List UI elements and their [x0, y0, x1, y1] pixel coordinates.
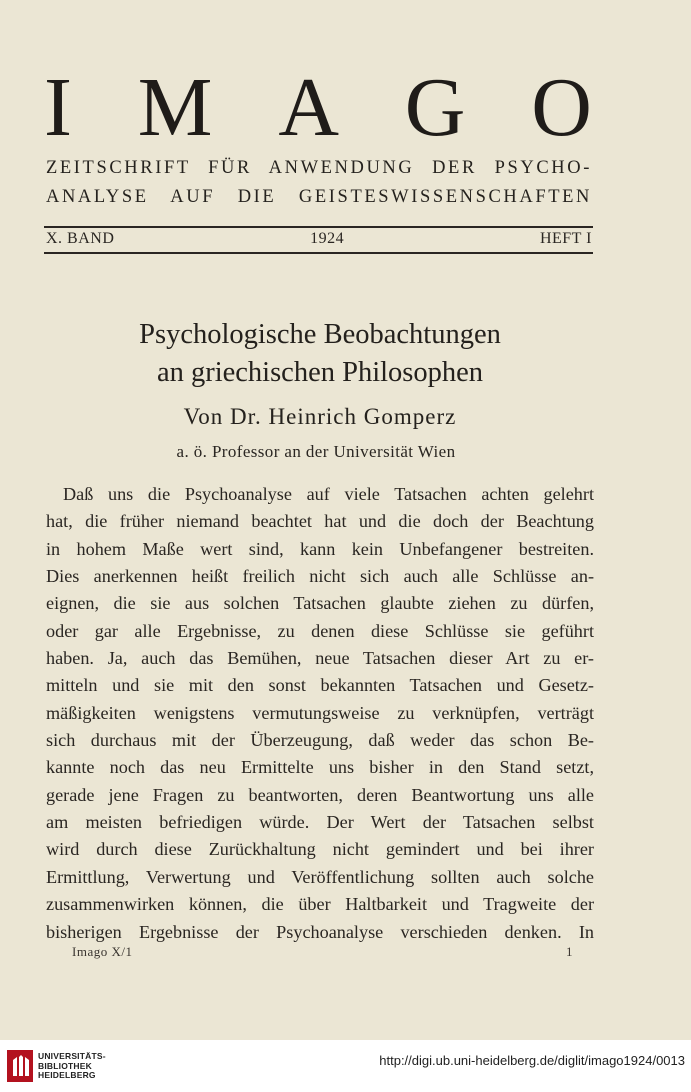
body-line: bisherigen Ergebnisse der Psychoanalyse verschieden denken. In [46, 921, 594, 942]
library-logo-icon[interactable] [6, 1049, 34, 1083]
header-rule-bottom [44, 252, 593, 254]
journal-subtitle-line-1: ZEITSCHRIFT FÜR ANWENDUNG DER PSYCHO- [46, 158, 592, 178]
body-line: in hohem Maße wert sind, kann kein Unbefangener bestreiten. [46, 538, 594, 559]
body-line: hat, die früher niemand beachtet hat und die doch der Beachtung [46, 511, 594, 532]
masthead-letter: O [531, 61, 592, 154]
permalink-url[interactable]: http://digi.ub.uni-heidelberg.de/diglit/imago1924/0013 [379, 1053, 685, 1068]
body-line: oder gar alle Ergebnisse, zu denen diese Schlüsse sie geführt [46, 620, 594, 641]
issue-number-label: HEFT I [539, 230, 592, 247]
author-affiliation: a. ö. Professor an der Universität Wien [176, 442, 456, 461]
body-line: eignen, die sie aus solchen Tatsachen glaubte ziehen zu dürfen, [46, 593, 594, 614]
body-line: mitteln und sie mit den sonst bekannten Tatsachen und Gesetz- [46, 675, 594, 696]
body-line: gerade jene Fragen zu beantworten, deren Beantwortung uns alle [46, 784, 594, 805]
article-author: Von Dr. Heinrich Gomperz [183, 404, 457, 429]
article-title-line-2: an griechischen Philosophen [156, 357, 484, 388]
masthead-letter: G [404, 61, 466, 154]
masthead-letter: I [44, 61, 72, 154]
signature-mark: Imago X/1 [72, 944, 133, 959]
body-line: zusammenwirken können, die über Haltbarkeit und Tragweite der [46, 894, 594, 915]
body-line: Ermittlung, Verwertung und Veröffentlichung sollten auch solche [46, 866, 594, 887]
volume-label: X. BAND [46, 230, 115, 247]
journal-subtitle-line-2: ANALYSE AUF DIE GEISTESWISSENSCHAFTEN [46, 187, 592, 207]
journal-masthead [44, 61, 592, 154]
library-name-line: HEIDELBERG [38, 1070, 96, 1080]
year-label: 1924 [310, 230, 345, 247]
body-line: Daß uns die Psychoanalyse auf viele Tatsachen achten gelehrt [63, 484, 594, 504]
issue-info [46, 230, 592, 248]
article-body [46, 481, 594, 946]
body-line: wird durch diese Zurückhaltung nicht gemindert und bei ihrer [46, 839, 594, 860]
body-line: kannte noch das neu Ermittelte uns bisher in den Stand setzt, [46, 757, 594, 778]
header-rule-top [44, 226, 593, 228]
masthead-letter: A [278, 61, 339, 154]
body-line: Dies anerkennen heißt freilich nicht sich auch alle Schlüsse an- [46, 566, 594, 587]
library-name-line: UNIVERSITÄTS- [38, 1051, 106, 1061]
body-line: am meisten befriedigen würde. Der Wert der Tatsachen selbst [46, 812, 594, 833]
library-name[interactable] [38, 1052, 106, 1081]
body-line: haben. Ja, auch das Bemühen, neue Tatsachen dieser Art zu er- [46, 648, 594, 669]
library-name-line: BIBLIOTHEK [38, 1060, 92, 1071]
body-line: sich durchaus mit der Überzeugung, daß weder das schon Be- [46, 730, 594, 751]
body-line: mäßigkeiten wenigstens vermutungsweise zu verknüpfen, verträgt [46, 702, 594, 723]
masthead-letter: M [137, 61, 213, 154]
article-title-line-1: Psychologische Beobachtungen [139, 319, 501, 350]
page-number: 1 [566, 944, 573, 959]
